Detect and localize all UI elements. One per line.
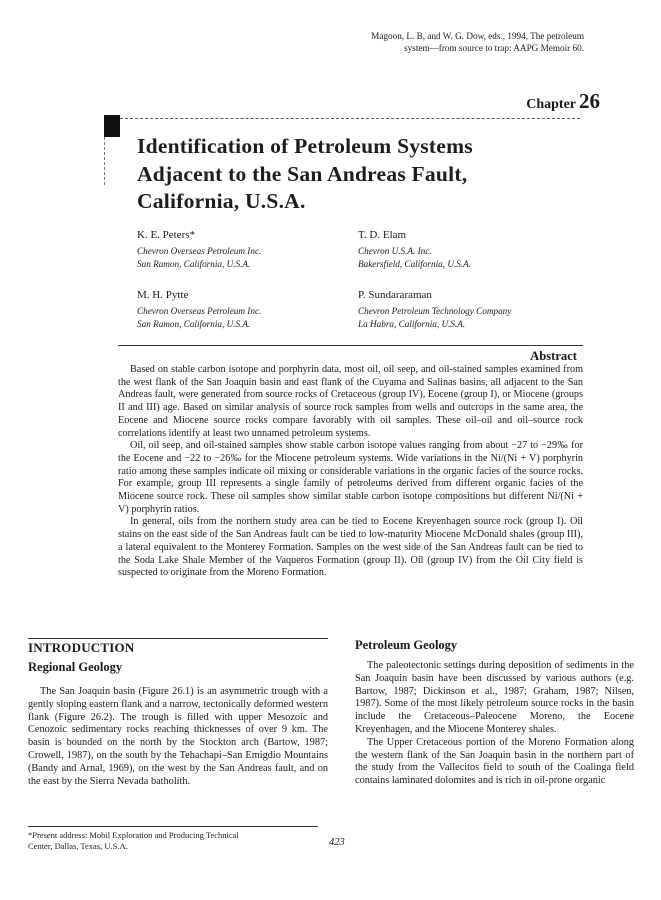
affiliation-line-2: San Ramon, California, U.S.A. bbox=[137, 318, 251, 329]
affiliation-line-1: Chevron U.S.A. Inc. bbox=[358, 246, 432, 256]
footnote-line-2: Center, Dallas, Texas, U.S.A. bbox=[28, 840, 128, 851]
footnote-line-1: *Present address: Mobil Exploration and Producing Technical bbox=[28, 830, 239, 840]
petroleum-geology-paragraph-2: The Upper Cretaceous portion of the Moreno Formation along the western flank of the San Joaquin basin in the northern part of the study from the Vallecitos field to south of the Coalinga field contains laminated dolomites and is rich in oil-prone organic bbox=[355, 736, 634, 787]
abstract-paragraph-3: In general, oils from the northern study area can be tied to Eocene Kreyenhagen source rock (group I). Oil stains on the east side of the San Andreas fault can be tied to low-maturity Miocene McDonald shales (group III), a lateral equivalent to the Monterey Formation. Samples on the west side of the San Andreas fault can be tied to the Soda Lake Shale Member of the Vaqueros Formation (group II). Oil (group IV) from the Oil City field is suspected to originate from the Moreno Formation. bbox=[118, 516, 583, 579]
regional-geology-heading: Regional Geology bbox=[28, 660, 123, 674]
header-dashed-rule bbox=[120, 118, 580, 119]
regional-geology-body bbox=[28, 686, 328, 788]
petroleum-geology-heading: Petroleum Geology bbox=[355, 638, 458, 652]
affiliation-line-2: Bakersfield, California, U.S.A. bbox=[358, 258, 472, 269]
author-name: M. H. Pytte bbox=[137, 289, 189, 301]
footnote bbox=[28, 830, 318, 851]
author-affiliation bbox=[358, 245, 578, 270]
citation bbox=[304, 30, 584, 54]
abstract-paragraph-1: Based on stable carbon isotope and porphyrin data, most oil, oil seep, and oil-stained samples examined from the west flank of the San Joaquin basin and east flank of the Cuyama and Salinas basins, all adjacent to the San Andreas fault, were generated from source rocks of Cretaceous (group IV), Eocene (group I), or Miocene (groups II and III) age. Based on similar analysis of source rock samples from wells and outcrops in the same area, the Eocene and Miocene source rocks compare favorably with oil samples. These oil–oil and oil–source rock correlations identify at least two unnamed petroleum systems. bbox=[118, 364, 583, 439]
author-pytte bbox=[137, 289, 347, 330]
affiliation-line-2: La Habra, California, U.S.A. bbox=[358, 318, 466, 329]
regional-geology-paragraph: The San Joaquin basin (Figure 26.1) is an asymmetric trough with a gently sloping eastern flank and a narrow, tectonically deformed western flank (Figure 26.2). The trough is filled with upper Mesozoic and Cenozoic sedimentary rocks reaching thicknesses of over 9 km. The basin is bounded on the north by the Stockton arch (Bartow, 1987; Crowell, 1987), on the south by the Tehachapi–San Emigdio Mountains (Bandy and Arnal, 1969), on the west by the San Andreas fault, and on the east by the Sierra Nevada batholith. bbox=[28, 686, 328, 787]
affiliation-line-1: Chevron Overseas Petroleum Inc. bbox=[137, 306, 262, 316]
chapter-word: Chapter bbox=[526, 97, 576, 112]
author-elam bbox=[358, 229, 578, 270]
chapter-number: 26 bbox=[579, 89, 600, 113]
author-affiliation bbox=[137, 245, 347, 270]
petroleum-geology-paragraph-1: The paleotectonic settings during deposition of sediments in the San Joaquin basin have been discussed by various authors (e.g. Bartow, 1987; Dickinson et al., 1987; Graham, 1987; Nilsen, 1987). Some of the most likely petroleum source rocks in the basin include the Cretaceous–Paleocene Moreno, the Eocene Kreyenhagen, and the Miocene Monterey shales. bbox=[355, 660, 634, 735]
chapter-label bbox=[526, 89, 600, 114]
title-line-2: Adjacent to the San Andreas Fault, bbox=[137, 161, 468, 186]
abstract-body bbox=[118, 364, 583, 580]
footnote-rule bbox=[28, 826, 318, 827]
author-name: T. D. Elam bbox=[358, 229, 407, 241]
author-name: K. E. Peters* bbox=[137, 229, 196, 241]
abstract-top-rule bbox=[118, 345, 583, 346]
affiliation-line-1: Chevron Overseas Petroleum Inc. bbox=[137, 246, 262, 256]
title-line-3: California, U.S.A. bbox=[137, 189, 306, 213]
paper-title bbox=[137, 133, 577, 216]
citation-line-2: system—from source to trap: AAPG Memoir 60. bbox=[404, 43, 584, 53]
abstract-paragraph-2: Oil, oil seep, and oil-stained samples show stable carbon isotope values ranging from about −27 to −29‰ for the Eocene and −22 to −26‰ for the Miocene petroleum systems. Wide variations in the Ni/(Ni + V) porphyrin ratio among these samples indicate oil mixing or considerable variations in the organic facies of the source rocks. For example, group III represents a single family of petroleums derived from different organic facies of the Miocene source rock. These oil samples show similar stable carbon isotope compositions but different Ni/(Ni + V) porphyrin ratios. bbox=[118, 440, 583, 515]
author-affiliation bbox=[137, 305, 347, 330]
author-sundararaman bbox=[358, 289, 578, 330]
left-column-rule bbox=[28, 638, 328, 639]
corner-vertical-rule bbox=[104, 137, 105, 185]
citation-line-1: Magoon, L. B, and W. G. Dow, eds., 1994, The petroleum bbox=[371, 31, 584, 41]
introduction-heading: INTRODUCTION bbox=[28, 640, 135, 655]
author-peters bbox=[137, 229, 347, 270]
corner-block-mark bbox=[104, 115, 120, 137]
affiliation-line-1: Chevron Petroleum Technology Company bbox=[358, 306, 512, 316]
page-number: 423 bbox=[329, 837, 345, 848]
title-line-1: Identification of Petroleum Systems bbox=[137, 134, 473, 158]
author-name: P. Sundararaman bbox=[358, 289, 432, 301]
abstract-heading: Abstract bbox=[530, 349, 577, 363]
affiliation-line-2: San Ramon, California, U.S.A. bbox=[137, 258, 251, 269]
author-affiliation bbox=[358, 305, 578, 330]
petroleum-geology-body bbox=[355, 660, 634, 788]
